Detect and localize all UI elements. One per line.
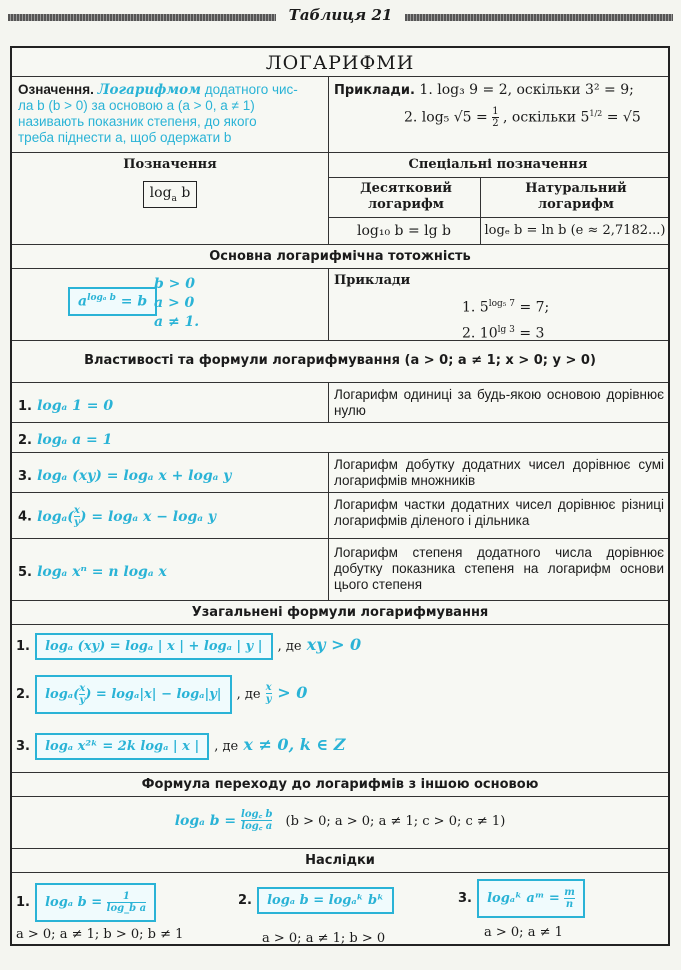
corollary-2-cond: a > 0; a ≠ 1; b > 0 bbox=[262, 931, 386, 946]
property-5-desc: Логарифм степеня додатного числа дорівнює добутку показника степеня на логарифм основи цього степеня bbox=[334, 545, 664, 592]
examples-cell: Приклади. 1. log₃ 9 = 2, оскільки 3² = 9; 2. log₅ √5 = $\frac{1}{2}$ , оскільки $5^{1/2} = √5$ bbox=[334, 82, 641, 129]
property-4-formula: logₐ( $\frac{x}{y}$ ) = logₐ x − logₐ y bbox=[37, 505, 216, 528]
identity-cond-2: a > 0 bbox=[154, 295, 195, 311]
change-base-cond: (b > 0; a > 0; a ≠ 1; c > 0; c ≠ 1) bbox=[285, 813, 506, 829]
property-5-formula: logₐ xⁿ = n logₐ x bbox=[37, 564, 167, 580]
caption-bar-right bbox=[405, 14, 673, 21]
corollary-3-cond: a > 0; a ≠ 1 bbox=[484, 925, 563, 940]
generalized-3-formula: logₐ x²ᵏ = 2k logₐ | x | bbox=[35, 733, 209, 760]
page-title: ЛОГАРИФМИ bbox=[265, 52, 415, 74]
definition-term: Логарифмом bbox=[97, 82, 201, 98]
corollary-3-formula: logₐᵏ aᵐ = $\frac{m}{n}$ bbox=[477, 879, 585, 918]
change-base-row bbox=[12, 796, 668, 848]
decimal-header: Десятковий логарифм bbox=[360, 181, 452, 212]
generalized-3-cond: x ≠ 0, k ∈ Z bbox=[243, 735, 346, 754]
generalized-row: 1. logₐ (xy) = logₐ | x | + logₐ | y | , де xy > 0 2. logₐ( $\frac{x}{y}$ ) = logₐ|x| − logₐ|y| , де $\frac{x}{y}$ > 0 3. logₐ x²ᵏ = 2k logₐ | x | , де x ≠ 0, k ∈ Z bbox=[12, 624, 668, 772]
logarithm-table bbox=[10, 46, 670, 946]
identity-header: Основна логарифмічна тотожність bbox=[12, 244, 668, 268]
identity-conditions bbox=[154, 275, 199, 332]
change-base-header: Формула переходу до логарифмів з іншою основою bbox=[12, 772, 668, 796]
property-row-1: 1. logₐ 1 = 0 Логарифм одиниці за будь-якою основою дорівнює нулю bbox=[12, 382, 668, 422]
example-2-a: 2. log₅ √5 = bbox=[404, 109, 488, 126]
property-row-5: 5. logₐ xⁿ = n logₐ x Логарифм степеня додатного числа дорівнює добутку показника степеня на логарифм основи цього степеня bbox=[12, 538, 668, 600]
notation-row bbox=[12, 152, 668, 244]
property-row-3: 3. logₐ (xy) = logₐ x + logₐ y Логарифм добутку додатних чисел дорівнює сумі логарифмів множників bbox=[12, 452, 668, 492]
corollary-1-cond: a > 0; a ≠ 1; b > 0; b ≠ 1 bbox=[16, 927, 184, 942]
identity-formula: $a^{log_a b} = b$ bbox=[68, 287, 157, 316]
identity-cond-1: b > 0 bbox=[154, 276, 196, 292]
definition-text-2: ла b (b > 0) за основою a (a > 0, a ≠ 1) bbox=[18, 98, 255, 113]
generalized-1-cond: xy > 0 bbox=[306, 635, 362, 654]
identity-row bbox=[12, 268, 668, 340]
generalized-2-cond: $\frac{x}{y}$ > 0 bbox=[265, 682, 308, 705]
property-row-4: 4. logₐ( $\frac{x}{y}$ ) = logₐ x − logₐ y Логарифм частки додатних чисел дорівнює різниці логарифмів діленого і дільника bbox=[12, 492, 668, 538]
change-base-formula: logₐ b = $\frac{\log꜀ b}{\log꜀ a}$ bbox=[174, 809, 273, 832]
generalized-1-formula: logₐ (xy) = logₐ | x | + logₐ | y | bbox=[35, 633, 272, 660]
corollaries-header: Наслідки bbox=[12, 848, 668, 872]
corollary-2-formula: logₐ b = logₐᵏ bᵏ bbox=[257, 887, 394, 914]
corollary-1-formula: logₐ b = $\frac{1}{\text{log\_b a}}$ bbox=[35, 883, 156, 922]
definition-cell bbox=[18, 82, 324, 146]
identity-examples-label: Приклади bbox=[334, 273, 411, 288]
natural-header: Натуральний логарифм bbox=[525, 181, 627, 212]
property-4-desc: Логарифм частки додатних чисел дорівнює різниці логарифмів діленого і дільника bbox=[334, 497, 664, 528]
natural-formula: logₑ b = ln b (e ≈ 2,7182...) bbox=[484, 223, 666, 238]
identity-examples: 1. $5^{log_5 7} = 7$; 2. $10^{lg 3} = 3$ bbox=[462, 299, 550, 342]
property-3-desc: Логарифм добутку додатних чисел дорівнює сумі логарифмів множників bbox=[334, 457, 664, 488]
example-2-frac-den: 2 bbox=[492, 118, 499, 129]
property-1-desc: Логарифм одиниці за будь-якою основою дорівнює нулю bbox=[334, 387, 664, 418]
example-2-c: = √5 bbox=[606, 109, 641, 126]
property-3-formula: logₐ (xy) = logₐ x + logₐ y bbox=[37, 468, 232, 484]
special-header: Спеціальні позначення bbox=[408, 157, 588, 172]
decimal-formula: log₁₀ b = lg b bbox=[357, 223, 451, 239]
notation-expression: $\log_a b$ bbox=[143, 181, 198, 208]
definition-label: Означення. bbox=[18, 82, 94, 97]
notation-header: Позначення bbox=[123, 157, 217, 172]
generalized-header: Узагальнені формули логарифмування bbox=[12, 600, 668, 624]
property-1-formula: logₐ 1 = 0 bbox=[37, 398, 114, 414]
examples-label: Приклади. bbox=[334, 83, 415, 98]
table-caption bbox=[8, 6, 673, 28]
definition-text-3: називають показник степеня, до якого bbox=[18, 114, 257, 129]
property-2-formula: logₐ a = 1 bbox=[37, 432, 113, 448]
example-1: 1. log₃ 9 = 2, оскільки 3² = 9; bbox=[419, 82, 634, 98]
identity-cond-3: a ≠ 1. bbox=[154, 314, 200, 330]
definition-row bbox=[12, 76, 668, 152]
example-2-b: , оскільки 5 bbox=[503, 109, 590, 126]
properties-header: Властивості та формули логарифмування (a > 0; a ≠ 1; x > 0; y > 0) bbox=[12, 340, 668, 382]
property-row-2: 2. logₐ a = 1 bbox=[12, 422, 668, 452]
definition-text-1: додатного чис- bbox=[204, 82, 298, 97]
corollaries-row: 1. logₐ b = $\frac{1}{\text{log\_b a}}$ a > 0; a ≠ 1; b > 0; b ≠ 1 2. logₐ b = logₐᵏ bᵏ a > 0; a ≠ 1; b > 0 3. logₐᵏ aᵐ = $\frac{m}{n}$ a > 0; a ≠ 1 bbox=[12, 872, 668, 948]
example-2-frac-num: 1 bbox=[492, 106, 499, 117]
definition-text-4: треба піднести a, щоб одержати b bbox=[18, 130, 232, 145]
generalized-2-formula: logₐ( $\frac{x}{y}$ ) = logₐ|x| − logₐ|y| bbox=[35, 675, 231, 714]
caption-text: Таблиця 21 bbox=[288, 6, 393, 24]
